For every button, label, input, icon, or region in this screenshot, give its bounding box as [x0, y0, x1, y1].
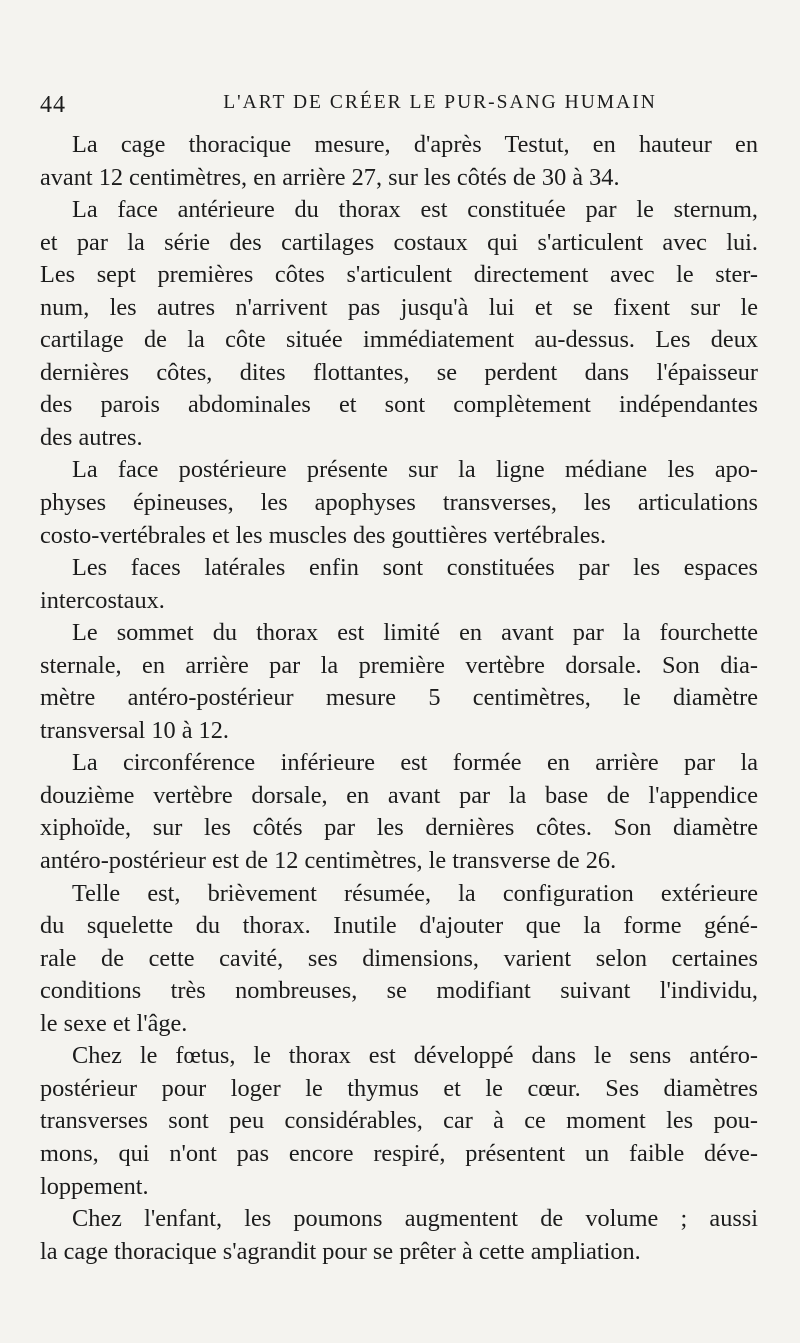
paragraph	[40, 129, 758, 194]
paragraph	[40, 552, 758, 617]
text-line: douzième vertèbre dorsale, en avant par la base de l'appendice	[40, 781, 758, 809]
text-line: des autres.	[40, 423, 143, 451]
paragraph	[40, 454, 758, 552]
text-line: La cage thoracique mesure, d'après Testut, en hauteur en	[72, 131, 758, 158]
text-line: du squelette du thorax. Inutile d'ajouter que la forme géné-	[40, 912, 758, 940]
paragraph	[40, 747, 758, 877]
page-number: 44	[40, 92, 66, 118]
text-line: physes épineuses, les apophyses transverses, les articulations	[40, 489, 758, 517]
text-line: Chez le fœtus, le thorax est développé dans le sens antéro-	[72, 1042, 758, 1070]
text-line: conditions très nombreuses, se modifiant suivant l'individu,	[40, 977, 758, 1005]
running-title: L'ART DE CRÉER LE PUR-SANG HUMAIN	[223, 92, 657, 113]
text-line: la cage thoracique s'agrandit pour se prêter à cette ampliation.	[40, 1237, 641, 1265]
text-line: Chez l'enfant, les poumons augmentent de volume ; aussi	[72, 1205, 758, 1233]
text-line: num, les autres n'arrivent pas jusqu'à lui et se fixent sur le	[40, 293, 758, 321]
text-line: postérieur pour loger le thymus et le cœur. Ses diamètres	[40, 1074, 758, 1102]
text-line: cartilage de la côte située immédiatement au-dessus. Les deux	[40, 326, 758, 354]
text-line: Le sommet du thorax est limité en avant par la fourchette	[72, 619, 758, 647]
paragraph	[40, 617, 758, 747]
text-line: antéro-postérieur est de 12 centimètres, le transverse de 26.	[40, 847, 617, 875]
text-line: La face antérieure du thorax est constituée par le sternum,	[72, 196, 758, 224]
body-text	[40, 129, 758, 1268]
text-line: costo-vertébrales et les muscles des gouttières vertébrales.	[40, 521, 607, 549]
text-line: le sexe et l'âge.	[40, 1009, 188, 1037]
text-line: intercostaux.	[40, 586, 165, 614]
paragraph	[40, 1203, 758, 1268]
text-line: Telle est, brièvement résumée, la configuration extérieure	[72, 879, 758, 907]
text-line: xiphoïde, sur les côtés par les dernières côtes. Son diamètre	[40, 814, 758, 842]
text-line: avant 12 centimètres, en arrière 27, sur les côtés de 30 à 34.	[40, 163, 620, 191]
paragraph	[40, 878, 758, 1041]
text-line: et par la série des cartilages costaux qui s'articulent avec lui.	[40, 228, 758, 256]
text-line: transversal 10 à 12.	[40, 716, 229, 744]
paragraph	[40, 1040, 758, 1203]
text-line: transverses sont peu considérables, car à ce moment les pou-	[40, 1107, 758, 1135]
text-line: Les sept premières côtes s'articulent directement avec le ster-	[40, 261, 758, 289]
text-line: La face postérieure présente sur la ligne médiane les apo-	[72, 456, 758, 484]
text-line: sternale, en arrière par la première vertèbre dorsale. Son dia-	[40, 651, 758, 679]
text-line: La circonférence inférieure est formée en arrière par la	[72, 749, 758, 777]
text-line: mètre antéro-postérieur mesure 5 centimètres, le diamètre	[40, 684, 758, 712]
paragraph	[40, 194, 758, 454]
text-line: dernières côtes, dites flottantes, se perdent dans l'épaisseur	[40, 358, 758, 386]
text-line: mons, qui n'ont pas encore respiré, présentent un faible déve-	[40, 1139, 758, 1167]
text-line: des parois abdominales et sont complètement indépendantes	[40, 391, 758, 419]
text-line: loppement.	[40, 1172, 149, 1200]
text-line: Les faces latérales enfin sont constituées par les espaces	[72, 554, 758, 582]
page-header	[40, 88, 758, 122]
text-line: rale de cette cavité, ses dimensions, varient selon certaines	[40, 944, 758, 972]
